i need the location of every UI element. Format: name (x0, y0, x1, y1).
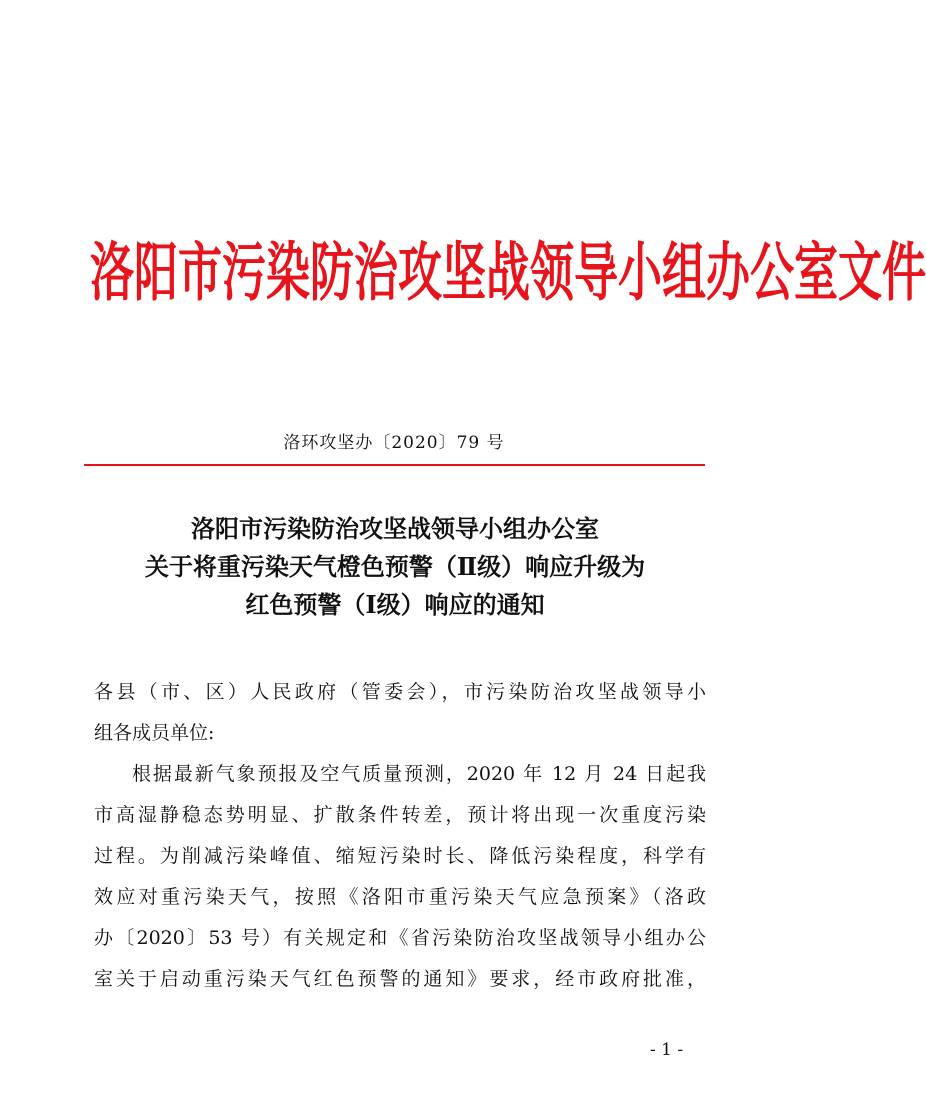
agency-header-title: 洛阳市污染防治攻坚战领导小组办公室文件 (90, 236, 926, 311)
paragraph-line: 市高湿静稳态势明显、扩散条件转差，预计将出现一次重度污染 (94, 804, 706, 826)
addressee-line: 组各成员单位: (94, 722, 215, 744)
paragraph-line: 过程。为削减污染峰值、缩短污染时长、降低污染程度，科学有 (94, 845, 706, 867)
body-text (94, 672, 706, 1000)
paragraph-line: 效应对重污染天气，按照《洛阳市重污染天气应急预案》（洛政 (94, 886, 706, 908)
title-line: 红色预警（Ⅰ级）响应的通知 (245, 590, 545, 619)
paragraph-line: 室关于启动重污染天气红色预警的通知》要求，经市政府批准， (94, 968, 706, 990)
addressee-line: 各县（市、区）人民政府（管委会），市污染防治攻坚战领导小 (94, 681, 706, 703)
paragraph-line: 办〔2020〕53 号）有关规定和《省污染防治攻坚战领导小组办公 (94, 927, 706, 949)
notice-title (80, 510, 710, 624)
paragraph-line: 根据最新气象预报及空气质量预测，2020 年 12 月 24 日起我 (132, 763, 706, 785)
title-line: 洛阳市污染防治攻坚战领导小组办公室 (191, 514, 599, 543)
page-number: - 1 - (650, 1040, 684, 1060)
document-number: 洛环攻坚办〔2020〕79 号 (283, 433, 505, 453)
red-divider-line (84, 464, 705, 466)
title-line: 关于将重污染天气橙色预警（Ⅱ级）响应升级为 (144, 552, 646, 581)
